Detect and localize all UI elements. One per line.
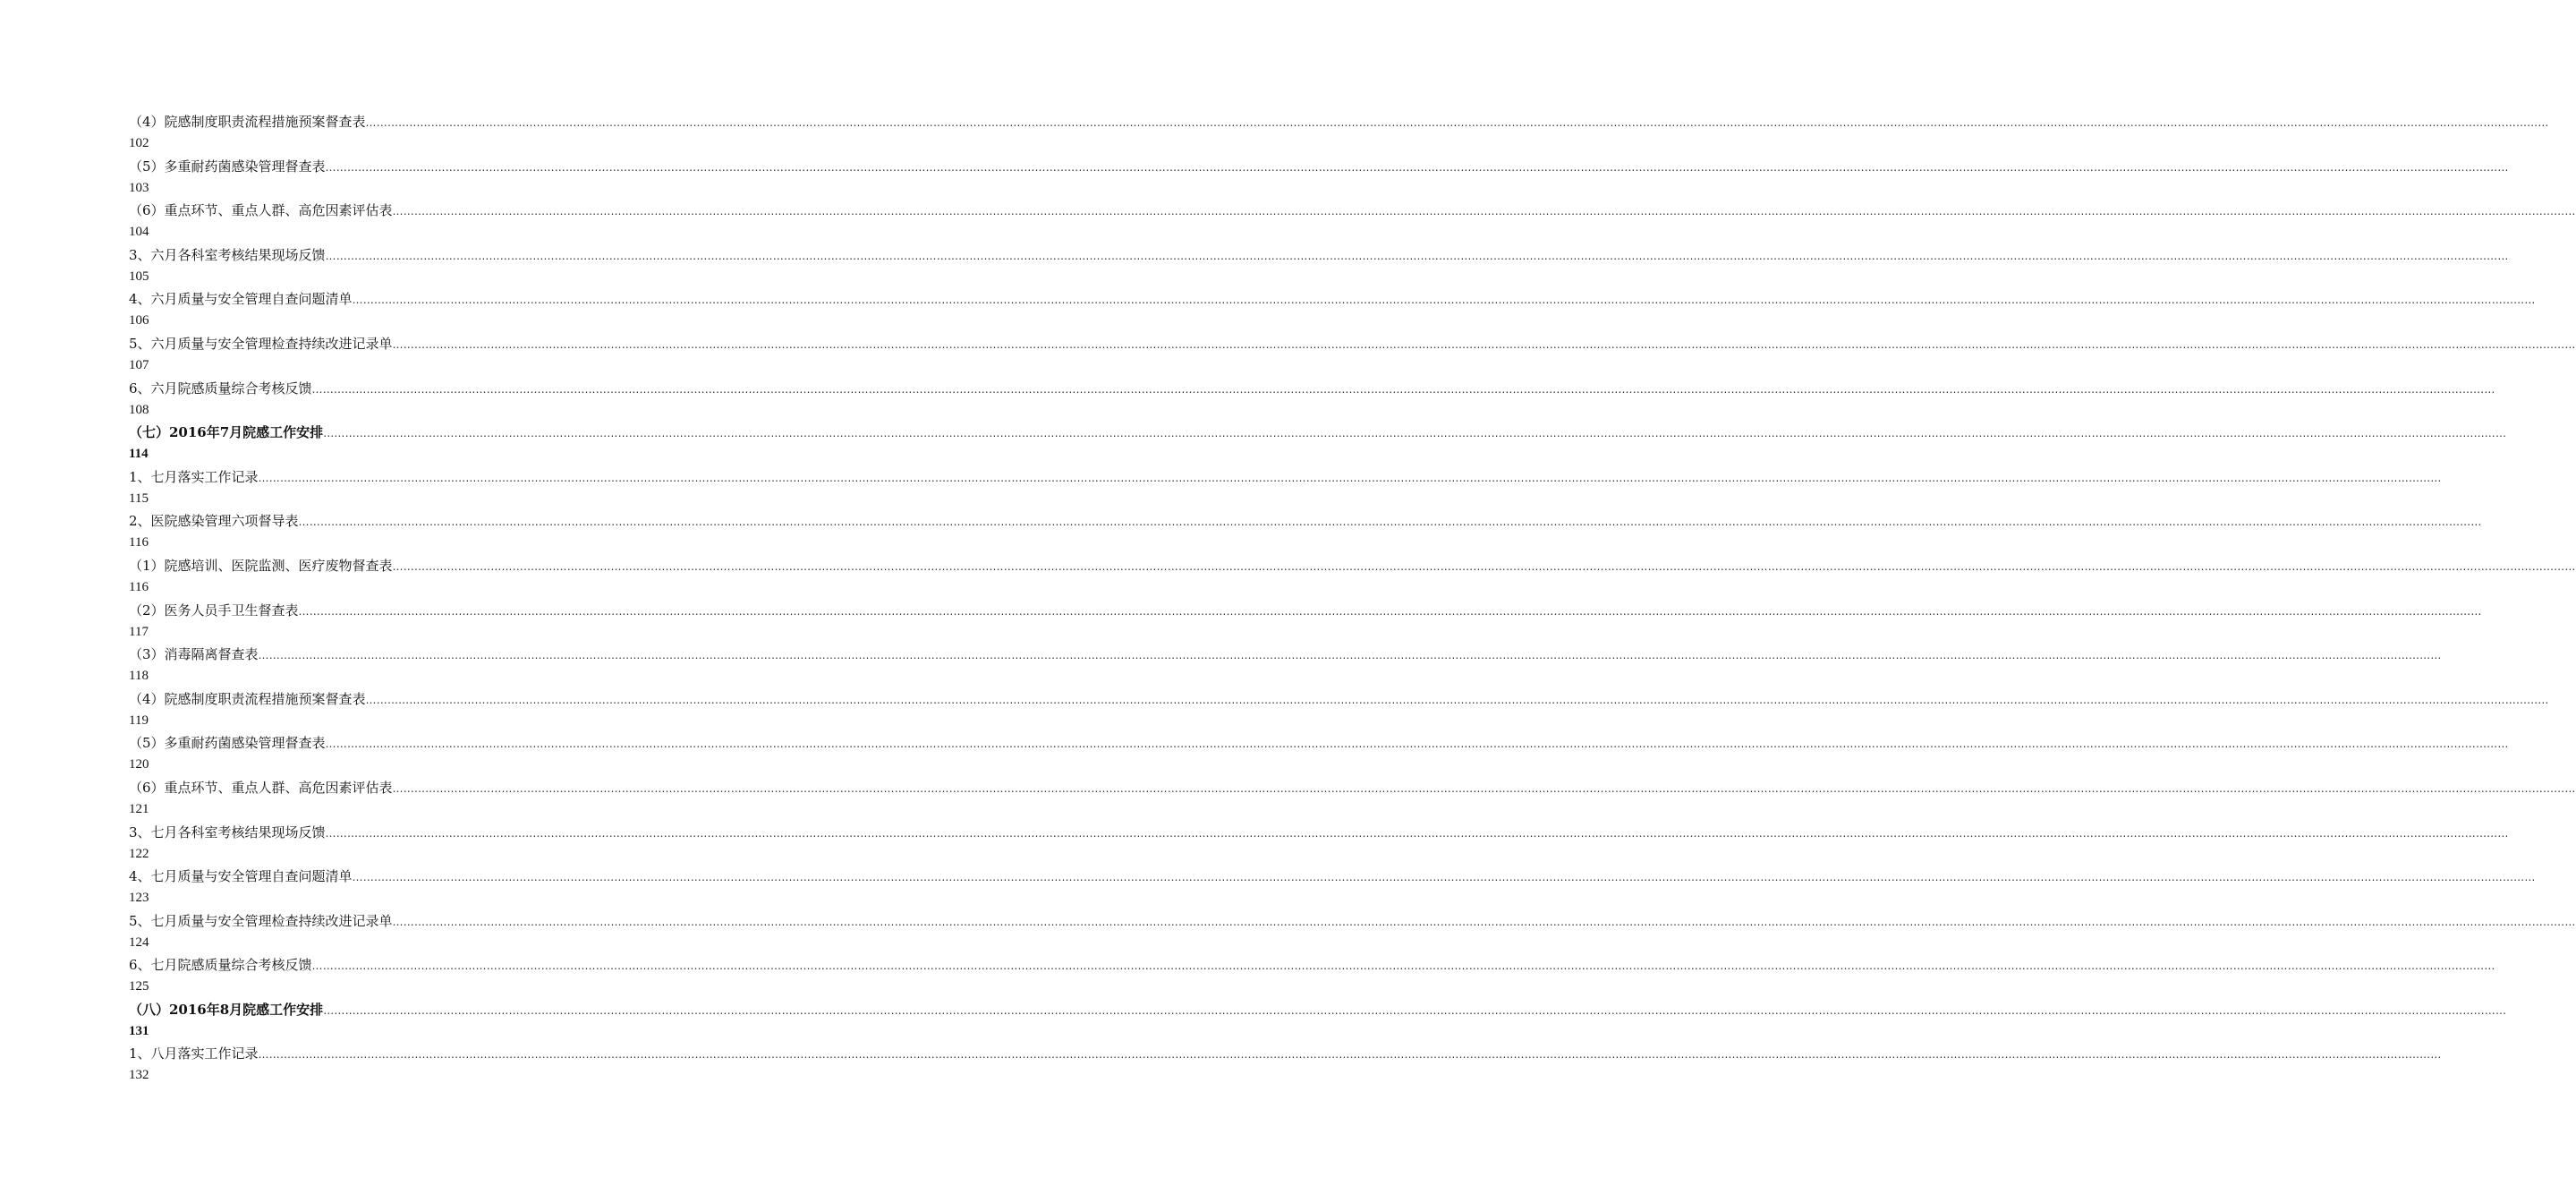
- toc-entry-line: [129, 111, 2549, 132]
- toc-entry-line: [129, 777, 2576, 798]
- toc-entry-line: [129, 866, 2536, 887]
- toc-entry-line: [129, 156, 2509, 177]
- dot-leader: ……………………………………………………………………………………………………………………………………………………………………………………………………………………………………………………………………………………………………………………………………………………………………………………………………………………………………………………………………………………………………………………………………………………: [352, 871, 2536, 884]
- toc-entry-title: 1、八月落实工作记录: [129, 1045, 259, 1062]
- toc-entry-page-number: 123: [129, 891, 149, 906]
- toc-entry-line: [129, 954, 2495, 976]
- dot-leader: ……………………………………………………………………………………………………………………………………………………………………………………………………………………………………………………………………………………………………………………………………………………………………………………………………………………………………………………………………………………………………………………………………………………: [325, 738, 2509, 751]
- toc-entry[interactable]: [129, 288, 2536, 333]
- toc-entry-title: 5、六月质量与安全管理检查持续改进记录单: [129, 335, 393, 352]
- toc-entry-title: （八）2016年8月院感工作安排: [129, 1001, 324, 1018]
- toc-entry-page-number: 107: [129, 357, 149, 372]
- toc-entry[interactable]: [129, 777, 2576, 822]
- toc-entry-title: 6、七月院感质量综合考核反馈: [129, 957, 312, 974]
- toc-entry-line: [129, 466, 2442, 488]
- dot-leader: ……………………………………………………………………………………………………………………………………………………………………………………………………………………………………………………………………………………………………………………………………………………………………………………………………………………………………………………………………………………………………………………………………………………: [325, 249, 2509, 262]
- toc-entry-page-number: 121: [129, 801, 149, 816]
- toc-entry-page-number: 131: [129, 1023, 149, 1038]
- toc-entry[interactable]: [129, 555, 2576, 600]
- toc-entry[interactable]: [129, 999, 2507, 1044]
- toc-entry-line: [129, 910, 2576, 932]
- toc-entry-title: （1）院感培训、医院监测、医疗废物督查表: [129, 557, 393, 574]
- toc-entry-title: 2、医院感染管理六项督导表: [129, 513, 299, 530]
- toc-entry-line: [129, 644, 2442, 665]
- toc-entry-page-number: 124: [129, 934, 149, 950]
- toc-entry-line: [129, 600, 2482, 621]
- toc-entry-title: （3）消毒隔离督查表: [129, 646, 259, 663]
- toc-entry-page-number: 104: [129, 225, 149, 240]
- toc-entry-page-number: 116: [129, 535, 149, 550]
- toc-entry-title: （6）重点环节、重点人群、高危因素评估表: [129, 779, 393, 796]
- toc-entry-page-number: 120: [129, 757, 149, 772]
- toc-entry[interactable]: [129, 156, 2509, 200]
- toc-entry-title: 3、六月各科室考核结果现场反馈: [129, 246, 326, 263]
- toc-entry-line: [129, 688, 2549, 710]
- toc-entry-line: [129, 200, 2576, 221]
- toc-entry[interactable]: [129, 1043, 2442, 1088]
- toc-entry-line: [129, 999, 2507, 1020]
- toc-entry-line: [129, 333, 2576, 354]
- dot-leader: ……………………………………………………………………………………………………………………………………………………………………………………………………………………………………………………………………………………………………………………………………………………………………………………………………………………………………………………………………………………………………………………………………………………: [311, 382, 2495, 396]
- toc-entry[interactable]: [129, 200, 2576, 244]
- dot-leader: ……………………………………………………………………………………………………………………………………………………………………………………………………………………………………………………………………………………………………………………………………………………………………………………………………………………………………………………………………………………………………………………………………………………: [365, 116, 2549, 129]
- toc-entry[interactable]: [129, 822, 2509, 866]
- toc-entry-page-number: 114: [129, 447, 149, 462]
- toc-entry-title: 1、七月落实工作记录: [129, 468, 259, 485]
- toc-entry-title: 4、六月质量与安全管理自查问题清单: [129, 291, 353, 308]
- toc-entry[interactable]: [129, 466, 2442, 511]
- toc-entry[interactable]: [129, 910, 2576, 955]
- toc-entry-line: [129, 288, 2536, 310]
- toc-entry[interactable]: [129, 866, 2536, 910]
- toc-entry-line: [129, 422, 2507, 443]
- toc-entry-page-number: 108: [129, 402, 149, 417]
- toc-entry-line: [129, 244, 2509, 266]
- dot-leader: ……………………………………………………………………………………………………………………………………………………………………………………………………………………………………………………………………………………………………………………………………………………………………………………………………………………………………………………………………………………………………………………………………………………: [298, 604, 2482, 618]
- toc-entry[interactable]: [129, 422, 2507, 466]
- toc-entry-page-number: 105: [129, 269, 149, 284]
- dot-leader: ……………………………………………………………………………………………………………………………………………………………………………………………………………………………………………………………………………………………………………………………………………………………………………………………………………………………………………………………………………………………………………………………………………………: [258, 649, 2442, 662]
- toc-entry-line: [129, 510, 2482, 532]
- toc-entry-page-number: 102: [129, 136, 149, 150]
- toc-entry-title: 6、六月院感质量综合考核反馈: [129, 380, 312, 397]
- dot-leader: ……………………………………………………………………………………………………………………………………………………………………………………………………………………………………………………………………………………………………………………………………………………………………………………………………………………………………………………………………………………………………………………………………………………: [392, 205, 2576, 218]
- toc-entry-page-number: 125: [129, 979, 149, 994]
- toc-entry[interactable]: [129, 510, 2482, 555]
- dot-leader: ……………………………………………………………………………………………………………………………………………………………………………………………………………………………………………………………………………………………………………………………………………………………………………………………………………………………………………………………………………………………………………………………………………………: [325, 160, 2509, 174]
- dot-leader: ……………………………………………………………………………………………………………………………………………………………………………………………………………………………………………………………………………………………………………………………………………………………………………………………………………………………………………………………………………………………………………………………………………………: [365, 693, 2549, 706]
- toc-entry-title: 3、七月各科室考核结果现场反馈: [129, 823, 326, 840]
- toc-entry-page-number: 118: [129, 669, 149, 684]
- dot-leader: ……………………………………………………………………………………………………………………………………………………………………………………………………………………………………………………………………………………………………………………………………………………………………………………………………………………………………………………………………………………………………………………………………………………: [323, 427, 2507, 440]
- dot-leader: ……………………………………………………………………………………………………………………………………………………………………………………………………………………………………………………………………………………………………………………………………………………………………………………………………………………………………………………………………………………………………………………………………………………: [325, 826, 2509, 840]
- toc-entry[interactable]: [129, 688, 2549, 733]
- toc-entry[interactable]: [129, 644, 2442, 688]
- toc-entry-page-number: 116: [129, 579, 149, 594]
- dot-leader: ……………………………………………………………………………………………………………………………………………………………………………………………………………………………………………………………………………………………………………………………………………………………………………………………………………………………………………………………………………………………………………………………………………………: [258, 1048, 2442, 1062]
- toc-entry[interactable]: [129, 111, 2549, 156]
- toc-entry-line: [129, 555, 2576, 576]
- toc-entry[interactable]: [129, 244, 2509, 289]
- dot-leader: ……………………………………………………………………………………………………………………………………………………………………………………………………………………………………………………………………………………………………………………………………………………………………………………………………………………………………………………………………………………………………………………………………………………: [258, 471, 2442, 484]
- dot-leader: ……………………………………………………………………………………………………………………………………………………………………………………………………………………………………………………………………………………………………………………………………………………………………………………………………………………………………………………………………………………………………………………………………………………: [352, 294, 2536, 307]
- toc-entry-title: （5）多重耐药菌感染管理督查表: [129, 158, 326, 175]
- toc-entry[interactable]: [129, 600, 2482, 644]
- toc-entry[interactable]: [129, 732, 2509, 777]
- toc-entry-line: [129, 378, 2495, 399]
- toc-entry-title: 5、七月质量与安全管理检查持续改进记录单: [129, 912, 393, 929]
- dot-leader: ……………………………………………………………………………………………………………………………………………………………………………………………………………………………………………………………………………………………………………………………………………………………………………………………………………………………………………………………………………………………………………………………………………………: [392, 337, 2576, 351]
- toc-entry[interactable]: [129, 378, 2495, 422]
- dot-leader: ……………………………………………………………………………………………………………………………………………………………………………………………………………………………………………………………………………………………………………………………………………………………………………………………………………………………………………………………………………………………………………………………………………………: [392, 781, 2576, 795]
- toc-entry-page-number: 132: [129, 1068, 149, 1083]
- toc-entry-title: （6）重点环节、重点人群、高危因素评估表: [129, 202, 393, 219]
- toc-entry-line: [129, 732, 2509, 754]
- toc-entry-page-number: 103: [129, 180, 149, 195]
- dot-leader: ……………………………………………………………………………………………………………………………………………………………………………………………………………………………………………………………………………………………………………………………………………………………………………………………………………………………………………………………………………………………………………………………………………………: [311, 960, 2495, 973]
- toc-entry[interactable]: [129, 333, 2576, 378]
- dot-leader: ……………………………………………………………………………………………………………………………………………………………………………………………………………………………………………………………………………………………………………………………………………………………………………………………………………………………………………………………………………………………………………………………………………………: [392, 915, 2576, 928]
- toc-entry-page-number: 119: [129, 712, 149, 728]
- toc-entry-page-number: 122: [129, 846, 149, 861]
- toc-entry-title: （4）院感制度职责流程措施预案督查表: [129, 114, 366, 130]
- toc-entry-title: 4、七月质量与安全管理自查问题清单: [129, 868, 353, 885]
- toc-entry-title: （2）医务人员手卫生督查表: [129, 602, 299, 619]
- toc-entry-line: [129, 1043, 2442, 1064]
- toc-entry-title: （4）院感制度职责流程措施预案督查表: [129, 690, 366, 707]
- toc-entry-page-number: 115: [129, 491, 149, 506]
- toc-entry-page-number: 106: [129, 313, 149, 328]
- toc-entry-line: [129, 822, 2509, 843]
- toc-entry-page-number: 117: [129, 624, 149, 639]
- toc-entry-title: （5）多重耐药菌感染管理督查表: [129, 735, 326, 752]
- dot-leader: ……………………………………………………………………………………………………………………………………………………………………………………………………………………………………………………………………………………………………………………………………………………………………………………………………………………………………………………………………………………………………………………………………………………: [298, 516, 2482, 529]
- dot-leader: ……………………………………………………………………………………………………………………………………………………………………………………………………………………………………………………………………………………………………………………………………………………………………………………………………………………………………………………………………………………………………………………………………………………: [323, 1003, 2507, 1017]
- dot-leader: ……………………………………………………………………………………………………………………………………………………………………………………………………………………………………………………………………………………………………………………………………………………………………………………………………………………………………………………………………………………………………………………………………………………: [392, 559, 2576, 573]
- toc-entry[interactable]: [129, 954, 2495, 999]
- toc-entry-title: （七）2016年7月院感工作安排: [129, 424, 324, 441]
- table-of-contents: [129, 111, 2576, 1088]
